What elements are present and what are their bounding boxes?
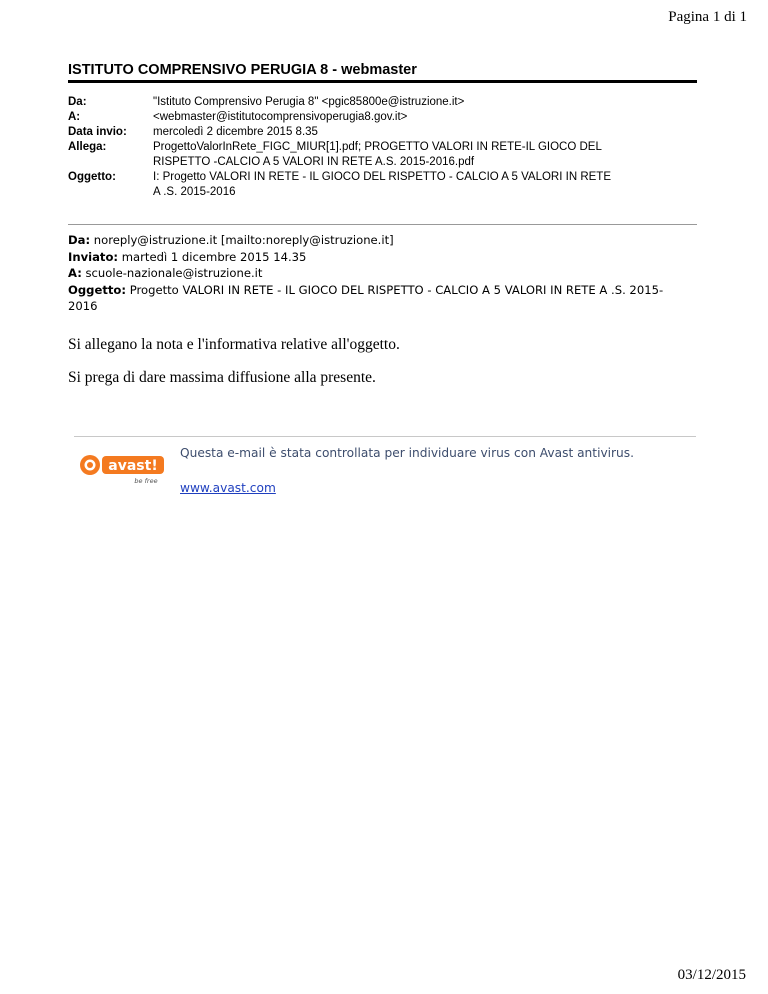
header-attachments-label: Allega: [68, 141, 107, 153]
header-to-row [68, 110, 688, 125]
header-date-label: Data invio: [68, 126, 127, 138]
forwarded-from-label: Da: [68, 233, 91, 247]
avast-notice: Questa e-mail è stata controllata per individuare virus con Avast antivirus. [180, 446, 635, 460]
forwarded-sent-label: Inviato: [68, 249, 119, 264]
header-from-label: Da: [68, 96, 87, 108]
forwarded-to-label: A: [68, 266, 82, 280]
avast-logo-tagline: be free [134, 477, 158, 485]
avast-logo[interactable] [76, 450, 166, 486]
body-paragraph-2: Si prega di dare massima diffusione alla presente. [68, 369, 376, 386]
page-number: Pagina 1 di 1 [668, 9, 747, 25]
subject-line-2: A .S. 2015-2016 [153, 186, 236, 198]
forwarded-from-value: noreply@istruzione.it [mailto:noreply@istruzione.it] [90, 233, 394, 247]
header-attachments-value [153, 140, 688, 170]
avast-logo-dot [87, 462, 93, 468]
title-rule [68, 80, 697, 83]
subject-line-1: I: Progetto VALORI IN RETE - IL GIOCO DEL RISPETTO - CALCIO A 5 VALORI IN RETE [153, 171, 611, 183]
header-date-row [68, 125, 688, 140]
header-to-label: A: [68, 111, 81, 123]
sender-title: ISTITUTO COMPRENSIVO PERUGIA 8 - webmaster [68, 62, 417, 78]
forwarded-from [68, 232, 693, 249]
forwarded-subject-line-2: 2016 [68, 299, 98, 313]
header-subject-label: Oggetto: [68, 171, 116, 183]
header-from-row [68, 95, 688, 110]
forwarded-header [68, 232, 693, 315]
header-attachments-row [68, 140, 688, 170]
forwarded-sent-value: martedì 1 dicembre 2015 14.35 [118, 249, 307, 264]
forwarded-to [68, 265, 693, 282]
header-date-value: mercoledì 2 dicembre 2015 8.35 [153, 126, 318, 138]
forwarded-subject-label: Oggetto: [68, 282, 127, 297]
forwarded-to-value: scuole-nazionale@istruzione.it [81, 266, 263, 280]
avast-link[interactable]: www.avast.com [180, 481, 276, 495]
avast-rule [74, 436, 696, 437]
forwarded-sent [68, 249, 693, 266]
separator-rule [68, 224, 697, 225]
attachments-line-2: RISPETTO -CALCIO A 5 VALORI IN RETE A.S. 2015-2016.pdf [153, 156, 475, 168]
forwarded-subject [68, 282, 693, 315]
header-from-value: "Istituto Comprensivo Perugia 8" <pgic85800e@istruzione.it> [153, 96, 465, 108]
avast-logo-text: avast! [108, 458, 158, 474]
header-subject-value [153, 170, 688, 200]
header-to-value: <webmaster@istitutocomprensivoperugia8.gov.it> [153, 111, 408, 123]
print-date: 03/12/2015 [677, 967, 746, 983]
body-paragraph-1: Si allegano la nota e l'informativa relative all'oggetto. [68, 336, 400, 353]
email-header [68, 95, 688, 200]
attachments-line-1: ProgettoValorInRete_FIGC_MIUR[1].pdf; PROGETTO VALORI IN RETE-IL GIOCO DEL [153, 141, 602, 153]
header-subject-row [68, 170, 688, 200]
forwarded-subject-line-1: Progetto VALORI IN RETE - IL GIOCO DEL RISPETTO - CALCIO A 5 VALORI IN RETE A .S. 2015- [126, 282, 664, 297]
